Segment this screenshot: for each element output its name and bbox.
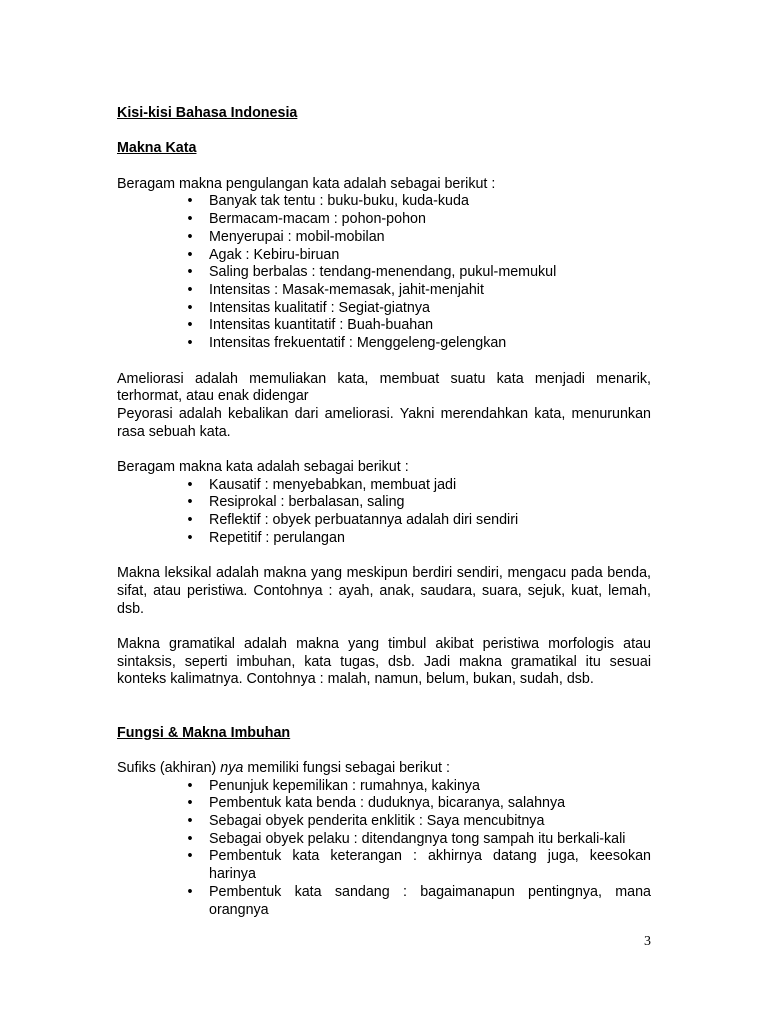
list-item: • Sebagai obyek penderita enklitik : Saya mencubitnya	[209, 813, 651, 831]
bullet-icon: •	[187, 494, 193, 511]
bullet-icon: •	[187, 246, 193, 263]
repetition-meaning-list	[117, 193, 651, 352]
list-item: • Repetitif : perulangan	[209, 530, 651, 548]
document-content	[117, 105, 651, 919]
list-item: • Menyerupai : mobil-mobilan	[209, 229, 651, 247]
list-item: • Pembentuk kata sandang : bagaimanapun pentingnya, mana orangnya	[209, 884, 651, 919]
list-item: • Intensitas : Masak-memasak, jahit-menjahit	[209, 282, 651, 300]
list-item: • Intensitas frekuentatif : Menggeleng-gelengkan	[209, 335, 651, 353]
suffix-function-list	[117, 778, 651, 920]
list-item: • Kausatif : menyebabkan, membuat jadi	[209, 477, 651, 495]
bullet-icon: •	[187, 335, 193, 352]
bullet-icon: •	[187, 282, 193, 298]
bullet-icon: •	[187, 848, 193, 865]
bullet-icon: •	[187, 795, 193, 812]
intro-suffix: Sufiks (akhiran) nya memiliki fungsi sebagai berikut :	[117, 759, 450, 776]
list-item: • Intensitas kualitatif : Segiat-giatnya	[209, 300, 651, 318]
page-number: 3	[644, 934, 651, 949]
list-item: • Pembentuk kata benda : duduknya, bicaranya, salahnya	[209, 795, 651, 813]
bullet-icon: •	[187, 193, 193, 210]
bullet-icon: •	[187, 264, 193, 281]
paragraph-pejoration: Peyorasi adalah kebalikan dari ameliorasi. Yakni merendahkan kata, menurunkan rasa sebuah kata.	[117, 405, 651, 440]
intro-repetition: Beragam makna pengulangan kata adalah sebagai berikut :	[117, 175, 496, 192]
section-heading-makna-kata: Makna Kata	[117, 140, 197, 157]
bullet-icon: •	[187, 228, 193, 245]
bullet-icon: •	[187, 512, 193, 529]
bullet-icon: •	[187, 317, 193, 334]
list-item: • Reflektif : obyek perbuatannya adalah diri sendiri	[209, 512, 651, 530]
list-item: • Resiprokal : berbalasan, saling	[209, 494, 651, 512]
word-meaning-list	[117, 477, 651, 548]
list-item: • Bermacam-macam : pohon-pohon	[209, 211, 651, 229]
paragraph-amelioration: Ameliorasi adalah memuliakan kata, membuat suatu kata menjadi menarik, terhormat, atau enak didengar	[117, 370, 651, 405]
bullet-icon: •	[187, 476, 193, 493]
list-item: • Pembentuk kata keterangan : akhirnya datang juga, keesokan harinya	[209, 848, 651, 883]
bullet-icon: •	[187, 299, 193, 316]
document-title: Kisi-kisi Bahasa Indonesia	[117, 105, 298, 121]
bullet-icon: •	[187, 830, 193, 847]
bullet-icon: •	[187, 777, 193, 794]
list-item: • Intensitas kuantitatif : Buah-buahan	[209, 317, 651, 335]
paragraph-grammatical: Makna gramatikal adalah makna yang timbul akibat peristiwa morfologis atau sintaksis, seperti imbuhan, kata tugas, dsb. Jadi makna gramatikal itu sesuai konteks kalimatnya. Contohnya : malah, namun, belum, bukan, sudah, dsb.	[117, 636, 651, 688]
list-item: • Penunjuk kepemilikan : rumahnya, kakinya	[209, 778, 651, 796]
intro-word-meaning: Beragam makna kata adalah sebagai berikut :	[117, 459, 409, 475]
bullet-icon: •	[187, 883, 193, 900]
list-item: • Saling berbalas : tendang-menendang, pukul-memukul	[209, 264, 651, 282]
section-heading-fungsi-imbuhan: Fungsi & Makna Imbuhan	[117, 724, 291, 741]
suffix-term: nya	[220, 759, 244, 776]
bullet-icon: •	[187, 211, 193, 228]
bullet-icon: •	[187, 813, 193, 829]
list-item: • Agak : Kebiru-biruan	[209, 247, 651, 265]
paragraph-lexical: Makna leksikal adalah makna yang meskipun berdiri sendiri, mengacu pada benda, sifat, atau peristiwa. Contohnya : ayah, anak, saudara, suara, sejuk, kuat, lemah, dsb.	[117, 565, 651, 617]
list-item: • Banyak tak tentu : buku-buku, kuda-kuda	[209, 193, 651, 211]
list-item: • Sebagai obyek pelaku : ditendangnya tong sampah itu berkali-kali	[209, 831, 651, 849]
bullet-icon: •	[187, 529, 193, 546]
